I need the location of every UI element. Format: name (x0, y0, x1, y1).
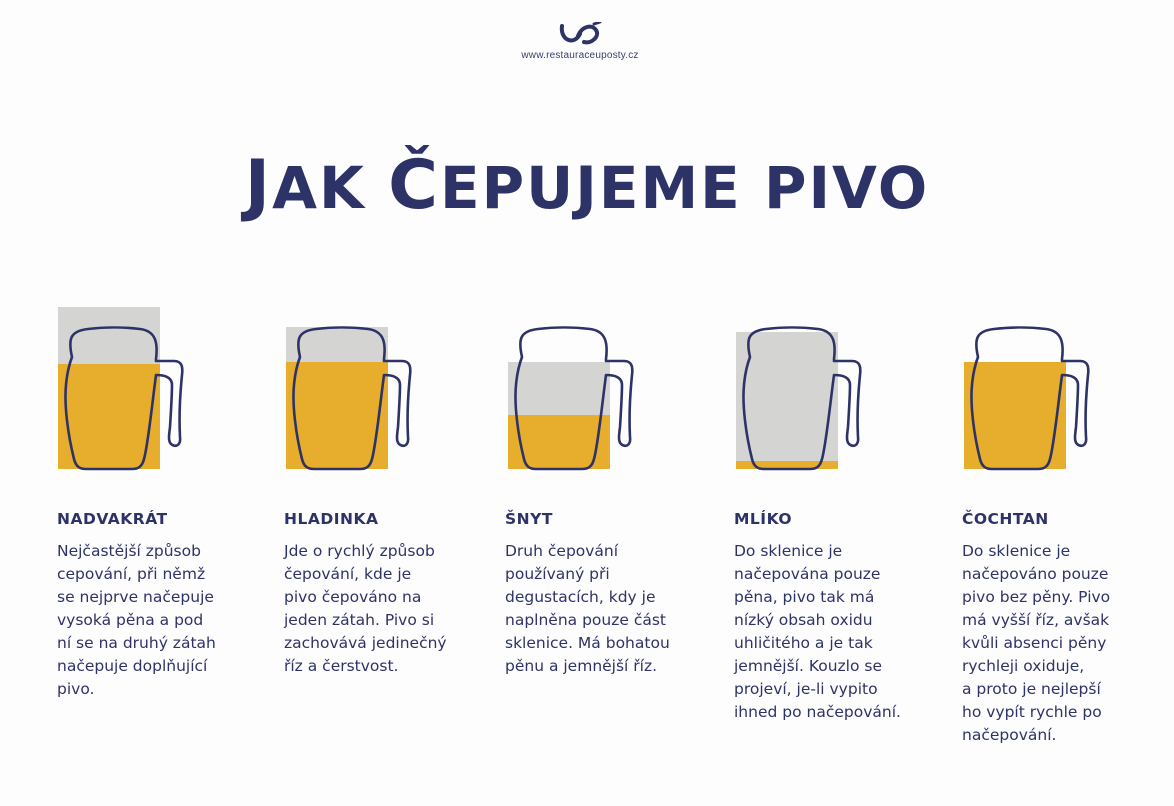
method-title: NADVAKRÁT (57, 510, 168, 528)
method-nadvakrat (57, 510, 257, 701)
method-description: Do sklenice je načepována pouze pěna, pivo tak má nízký obsah oxidu uhličitého a je tak jemnější. Kouzlo se projeví, je-li vypito ihned po načepování. (734, 542, 901, 721)
method-description: Do sklenice je načepováno pouze pivo bez pěny. Pivo má vyšší říz, avšak kvůli absenci pěny rychleji oxiduje, a proto je nejlepší ho vypít rychle po načepování. (962, 542, 1111, 744)
method-title: ČOCHTAN (962, 510, 1049, 528)
page-title (0, 146, 1174, 225)
mug-hladinka-icon (280, 295, 430, 485)
title-initial-2: Č (388, 146, 441, 225)
method-snyt (505, 510, 705, 678)
method-description: Nejčastější způsob cepování, při němž se nejprve načepuje vysoká pěna a pod ní se na druhý zátah načepuje doplňující pivo. (57, 542, 216, 698)
method-title: ŠNYT (505, 510, 553, 528)
method-description: Jde o rychlý způsob čepování, kde je pivo čepováno na jeden zátah. Pivo si zachovává jedinečný říz a čerstvost. (284, 542, 447, 675)
method-hladinka (284, 510, 484, 678)
foam-fill (508, 362, 610, 415)
foam-fill (286, 327, 388, 362)
title-part-2: EPUJEME PIVO (440, 154, 930, 222)
method-cochtan (962, 510, 1162, 747)
method-mliko (734, 510, 934, 724)
title-initial-1: J (244, 146, 273, 225)
website-url[interactable]: www.restauraceuposty.cz (521, 50, 639, 61)
mug-mliko-icon (730, 295, 880, 485)
method-title: MLÍKO (734, 510, 793, 528)
title-part-1: AK (272, 154, 389, 222)
mug-nadvakrat-icon (52, 295, 202, 485)
method-description: Druh čepování používaný při degustacích, kdy je naplněna pouze část sklenice. Má bohatou pěnu a jemnější říz. (505, 542, 670, 675)
method-title: HLADINKA (284, 510, 379, 528)
mug-cochtan-icon (958, 295, 1108, 485)
mug-snyt-icon (502, 295, 652, 485)
foam-fill (736, 332, 838, 461)
restaurant-logo-icon (556, 22, 604, 48)
